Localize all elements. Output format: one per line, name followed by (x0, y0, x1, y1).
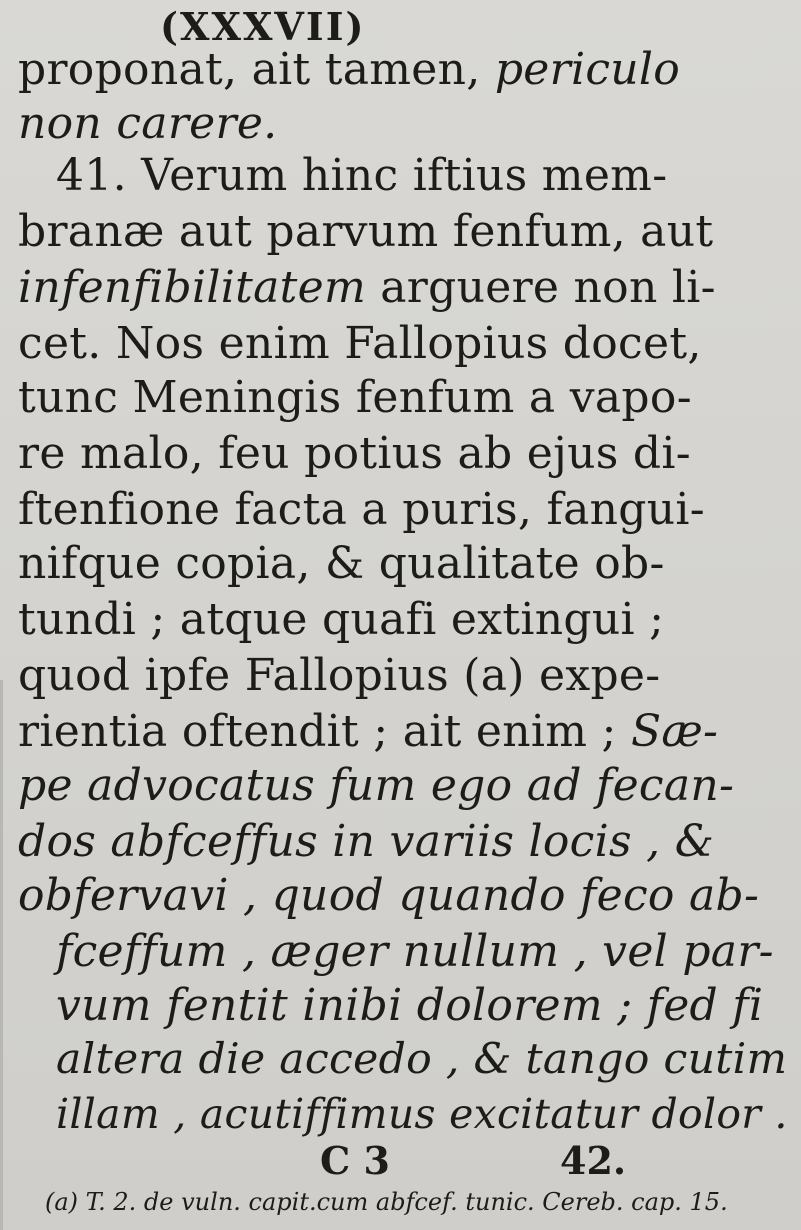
text-line: dos abfceffus in variis locis , & (18, 816, 715, 867)
italic-segment: infenfibilitatem (18, 262, 366, 313)
text-segment: proponat, ait tamen, (18, 44, 495, 95)
text-line: 41. Verum hinc iftius mem- (56, 150, 668, 201)
footnote: (a) T. 2. de vuln. capit.cum abfcef. tunic. Cereb. cap. 15. (45, 1188, 728, 1216)
text-line: vum fentit inibi dolorem ; fed fi (56, 980, 764, 1031)
signature-mark: C 3 (320, 1138, 390, 1183)
italic-segment: periculo (494, 44, 681, 95)
italic-segment: Sæ- (630, 706, 719, 757)
text-line: illam , acutiffimus excitatur dolor . (56, 1090, 788, 1138)
text-segment: arguere non li- (365, 262, 716, 313)
text-line: cet. Nos enim Fallopius docet, (18, 318, 702, 369)
text-line: pe advocatus fum ego ad fecan- (18, 760, 735, 811)
page-edge-shadow (0, 680, 3, 1230)
text-line: ftenfione facta a puris, fangui- (18, 484, 705, 535)
text-line: quod ipfe Fallopius (a) expe- (18, 650, 661, 701)
text-line: fceffum , æger nullum , vel par- (56, 926, 774, 977)
text-line: branæ aut parvum fenfum, aut (18, 206, 714, 257)
text-line (18, 44, 680, 96)
text-line (18, 706, 718, 758)
text-line: tunc Meningis fenfum a vapo- (18, 372, 692, 423)
text-line: nifque copia, & qualitate ob- (18, 538, 665, 589)
text-line: re malo, feu potius ab ejus di- (18, 428, 691, 479)
text-line: obfervavi , quod quando feco ab- (18, 870, 760, 921)
text-segment: rientia oftendit ; ait enim ; (18, 706, 631, 757)
text-line (18, 262, 716, 314)
text-line: tundi ; atque quafi extingui ; (18, 594, 665, 645)
text-line: non carere. (18, 98, 278, 149)
text-line: altera die accedo , & tango cutim (56, 1035, 788, 1084)
catchword: 42. (560, 1138, 627, 1183)
page-header: (XXXVII) (160, 4, 366, 49)
